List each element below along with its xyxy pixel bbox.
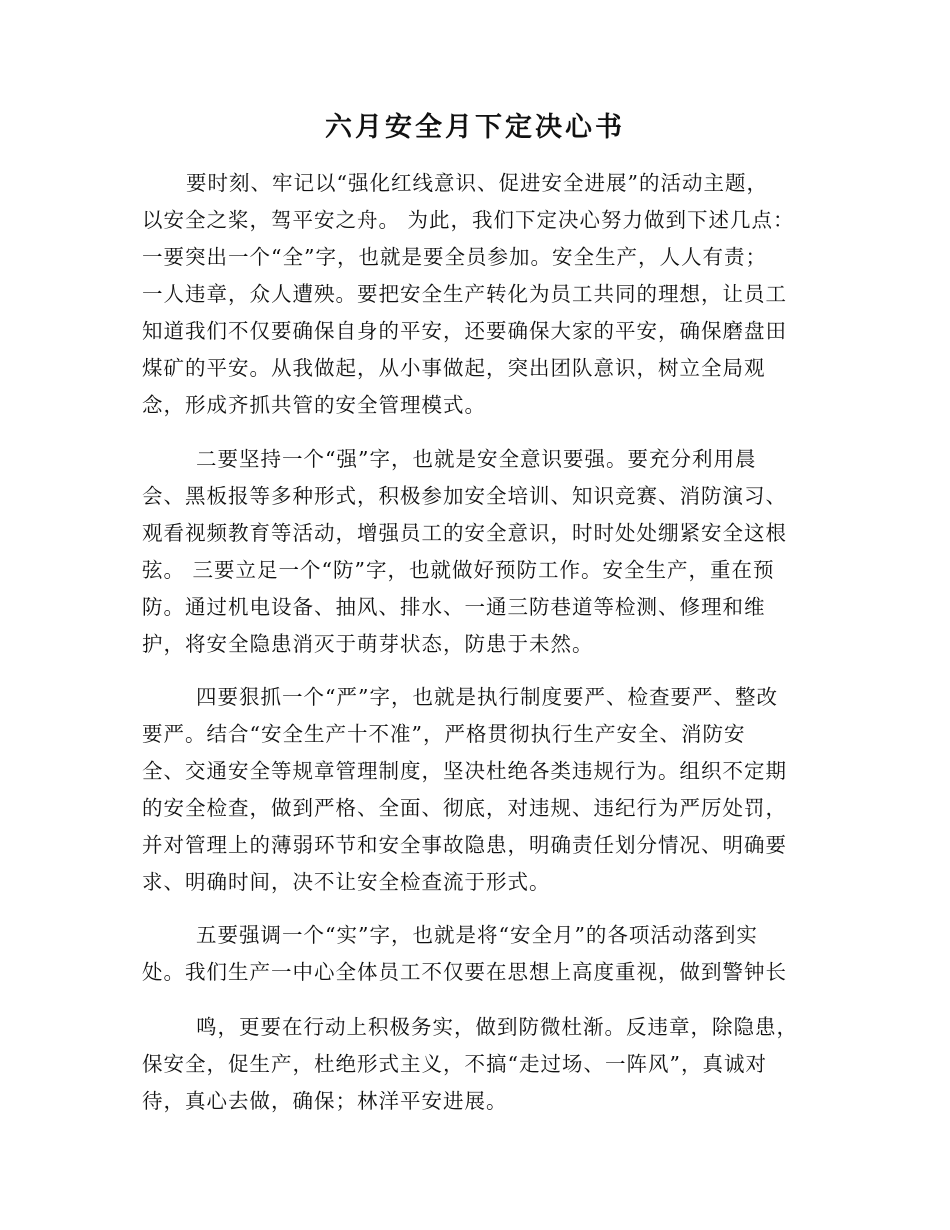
paragraph-line: 念，形成齐抓共管的安全管理模式。: [142, 393, 486, 417]
paragraph-line: 五要强调一个“实”字，也就是将“安全月”的各项活动落到实: [196, 923, 758, 947]
paragraph-line: 四要狠抓一个“严”字，也就是执行制度要严、检查要严、整改: [196, 685, 778, 709]
paragraph-line: 以安全之桨，驾平安之舟。 为此，我们下定决心努力做到下述几点：: [142, 208, 795, 232]
paragraph-line: 全、交通安全等规章管理制度，坚决杜绝各类违规行为。组织不定期: [142, 759, 787, 783]
paragraph-line: 会、黑板报等多种形式，积极参加安全培训、知识竞赛、消防演习、: [142, 484, 787, 508]
paragraph-line: 的安全检查，做到严格、全面、彻底，对违规、违纪行为严厉处罚，: [142, 796, 787, 820]
paragraph-line: 一要突出一个“全”字，也就是要全员参加。安全生产，人人有责；: [142, 245, 767, 269]
paragraph-line: 煤矿的平安。从我做起，从小事做起，突出团队意识，树立全局观: [142, 356, 766, 380]
paragraph-line: 要时刻、牢记以“强化红线意识、促进安全进展”的活动主题，: [186, 171, 768, 195]
paragraph-line: 弦。 三要立足一个“防”字，也就做好预防工作。安全生产，重在预: [142, 558, 775, 582]
paragraph-line: 二要坚持一个“强”字，也就是安全意识要强。要充分利用晨: [196, 447, 757, 471]
paragraph-line: 防。通过机电设备、抽风、排水、一通三防巷道等检测、修理和维: [142, 595, 766, 619]
paragraph-line: 护，将安全隐患消灭于萌芽状态，防患于未然。: [142, 632, 594, 656]
paragraph-line: 知道我们不仅要确保自身的平安，还要确保大家的平安，确保磨盘田: [142, 319, 787, 343]
paragraph-line: 保安全，促生产，杜绝形式主义，不搞“走过场、一阵风”，真诚对: [142, 1052, 767, 1076]
paragraph-line: 鸣，更要在行动上积极务实，做到防微杜渐。反违章，除隐患，: [196, 1015, 798, 1039]
document-title: 六月安全月下定决心书: [325, 112, 625, 143]
paragraph-line: 并对管理上的薄弱环节和安全事故隐患，明确责任划分情况、明确要: [142, 833, 787, 857]
paragraph-line: 待，真心去做，确保；林洋平安进展。: [142, 1089, 508, 1113]
paragraph-line: 一人违章，众人遭殃。要把安全生产转化为员工共同的理想，让员工: [142, 282, 787, 306]
paragraph-line: 观看视频教育等活动，增强员工的安全意识，时时处处绷紧安全这根: [142, 521, 787, 545]
paragraph-line: 处。我们生产一中心全体员工不仅要在思想上高度重视，做到警钟长: [142, 960, 787, 984]
paragraph-line: 要严。结合“安全生产十不准”，严格贯彻执行生产安全、消防安: [142, 722, 746, 746]
paragraph-line: 求、明确时间，决不让安全检查流于形式。: [142, 870, 551, 894]
